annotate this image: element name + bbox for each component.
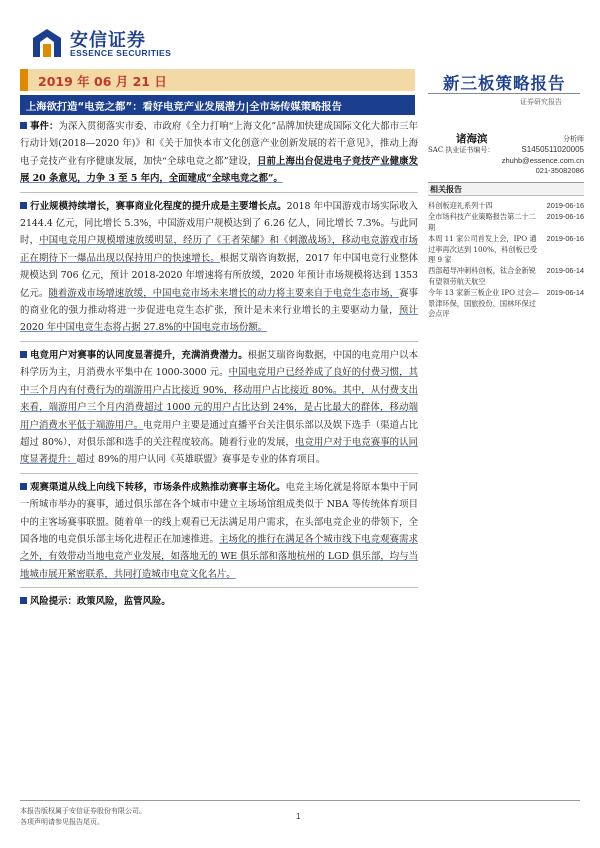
logo-name-cn: 安信证券 [70,30,146,51]
section-text-underlined: 电竞用户对于电竞赛事的认同度显著提升： [20,436,418,466]
report-title: 上海欲打造“电竞之都”：看好电竞产业发展潜力|全市场传媒策略报告 [26,101,342,113]
page-number: 1 [296,812,301,821]
section-lead: 行业规模持续增长，赛事商业化程度的提升成是主要增长点。 [30,200,287,212]
related-report-item[interactable] [428,266,584,288]
related-report-date: 2019-06-16 [546,234,584,243]
related-reports-header [428,182,584,196]
analyst-phone: 021-35082086 [535,166,584,175]
related-reports-title: 相关报告 [430,185,462,194]
related-report-item[interactable] [428,234,584,266]
section-text: 根据艾瑞咨询数据，2017 年中国电竞行业整体规模达到 706 亿元，预计 2018-2020 年增速将有所放缓，2020 年预计市场规模将达到 1353 亿元。 [20,252,418,299]
section-event [20,118,418,188]
analyst-sac-label: SAC 执业证书编号： [428,146,495,154]
section-text: 根据艾瑞咨询数据，中国的电竞用户以本科学历为主，月消费水平集中在 1000-3000 元。 [20,349,418,379]
section-text-underlined: 其中，从付费支出来看，端游用户三个月内消费超过 1000 元的用户占比达到 24%，是占比最大的群体，移动端用户消费水平低于端游用户。 [20,384,418,431]
section-divider [20,587,418,588]
related-report-title[interactable]: 科创板迎礼系列十四 [428,201,493,210]
company-logo [30,24,200,60]
related-report-date: 2019-06-14 [546,266,584,275]
title-bar [20,95,415,115]
report-subtitle: 证券研究报告 [520,98,562,106]
section-text-underlined: 中国电竞用户已经养成了良好的付费习惯，其中三个月内有付费行为的端游用户占比接近 90%，移动用户占比接近 80%。 [20,367,418,396]
section-lead: 事件： [30,121,59,132]
related-report-title[interactable]: 西部超导冲刺科创板，钛合金新锐有望领劳航天航空 [428,266,536,286]
section-lead: 观赛渠道从线上向线下转移，市场条件成熟推动赛事主场化。 [30,481,286,493]
section-text-underlined: 随着游戏市场增速放缓，中国电竞市场未来增长的动力将主要来自于电竞生态市场， [48,287,400,299]
bullet-square-icon [20,202,27,209]
related-reports-list [428,201,584,320]
section-lead: 电竞用户对赛事的认同度显著提升，充满消费潜力。 [30,349,248,361]
analyst-role: 分析师 [563,135,584,143]
section-text-underlined: 中国电竞用户规模增速放缓明显，经历了《王者荣耀》和《刺激战场》，移动电竞游戏市场正在期待下一爆品出现以保持用户的快速增长。 [20,235,418,264]
section-lead: 风险提示： [30,596,77,608]
section-text: 为深入贯彻落实市委、市政府《全力打响“上海文化”品牌加快建成国际文化大都市三年行动计划(2018—2020 年)》和《关于加快本市文化创意产业创新发展的若干意见》，推动上海电子竞技产业有序健康发展，加快“全球电竞之都”建设， [20,121,418,167]
footer-divider [20,800,580,801]
related-report-item[interactable] [428,288,584,320]
report-date: 2019 年 06 月 21 日 [38,74,167,89]
footer-line-2: 各项声明请参见报告尾页。 [20,818,104,826]
related-report-item[interactable] [428,201,584,212]
section-industry-scale [20,198,418,337]
report-type-divider [428,93,580,94]
section-text-underlined: 预计 2020 年中国电竞生态将占据 27.8%的中国电竞市场份额。 [20,305,418,334]
bullet-square-icon [20,483,27,490]
logo-name-en: ESSENCE SECURITIES [70,48,172,58]
related-report-title[interactable]: 本周 11 家公司首发上会，IPO 通过率再次达到 100%，科创板已受理 9 家 [428,234,538,265]
footer-line-1: 本报告版权属于安信证券股份有限公司。 [20,807,146,815]
analyst-email[interactable]: zhuhb@essence.com.cn [501,156,584,165]
section-text: 电竞主场化就是将原本集中于同一所城市举办的赛事，通过俱乐部在各个城市中建立主场场馆组成类似于 NBA 等传统体育项目中的主客场赛事联盟。随着单一的线上观看已无法满足用户需求，在头部电竞企业的带领下，全国各地的电竞俱乐部主场化进程正在加速推进。 [20,481,418,545]
section-divider [20,192,418,193]
section-divider [20,341,418,342]
analyst-sac [428,145,584,155]
section-text: 电竞用户主要是通过直播平台关注俱乐部以及娱下选手（渠道占比超过 80%），对俱乐部和选手的关注程度较高。随着行业的发展， [20,419,418,448]
footer-disclaimer [20,806,146,828]
section-text: 2018 年中国游戏市场实际收入 2144.4 亿元，同比增长 5.3%，中国游戏用户规模达到了 6.26 亿人，同比增长 7.3%。与此同时， [20,200,418,247]
section-divider [20,473,418,474]
section-home-court [20,479,418,583]
section-text: 政策风险，监管风险。 [76,596,171,608]
section-text: 赛事的商业化的强力推动将进一步促进电竞生态扩张，预计是未来行业增长的主要驱动力量， [20,287,418,317]
bullet-square-icon [20,597,27,604]
related-report-date: 2019-06-16 [546,201,584,210]
section-risk [20,593,418,610]
section-highlight: 日前上海出台促进电子竞技产业健康发展 20 条意见，力争 3 至 5 年内，全面建成“全球电竞之都”。 [20,155,418,185]
date-bar [20,69,415,91]
main-content [20,118,418,611]
related-report-title[interactable]: 全市场科技产业策略报告第二十二期 [428,212,536,232]
report-type: 新三板策略报告 [443,74,566,93]
related-report-item[interactable] [428,212,584,234]
section-users [20,347,418,469]
bullet-square-icon [20,351,27,358]
logo-mark-icon [30,26,64,60]
related-report-title[interactable]: 今年 13 家新三板企业 IPO 过会—景津环保，国旅投份，国林环保过会点评 [428,288,539,319]
bullet-square-icon [20,122,27,129]
section-text: 超过 89%的用户认同《英雄联盟》赛事是专业的体育项目。 [76,454,326,466]
analyst-sac-number: S1450511020005 [521,145,584,154]
related-report-date: 2019-06-16 [546,212,584,221]
related-report-date: 2019-06-14 [546,288,584,297]
analyst-name: 诸海滨 [456,133,488,145]
section-text-underlined: 主场化的推行在满足各个城市线下电竞观赛需求之外，有效带动当地电竞产业发展，如落地无的 WE 俱乐部和落地杭州的 LGD 俱乐部，均与当地城市展开紧密联系，共同打造城市电竞文化名片。 [20,533,418,580]
